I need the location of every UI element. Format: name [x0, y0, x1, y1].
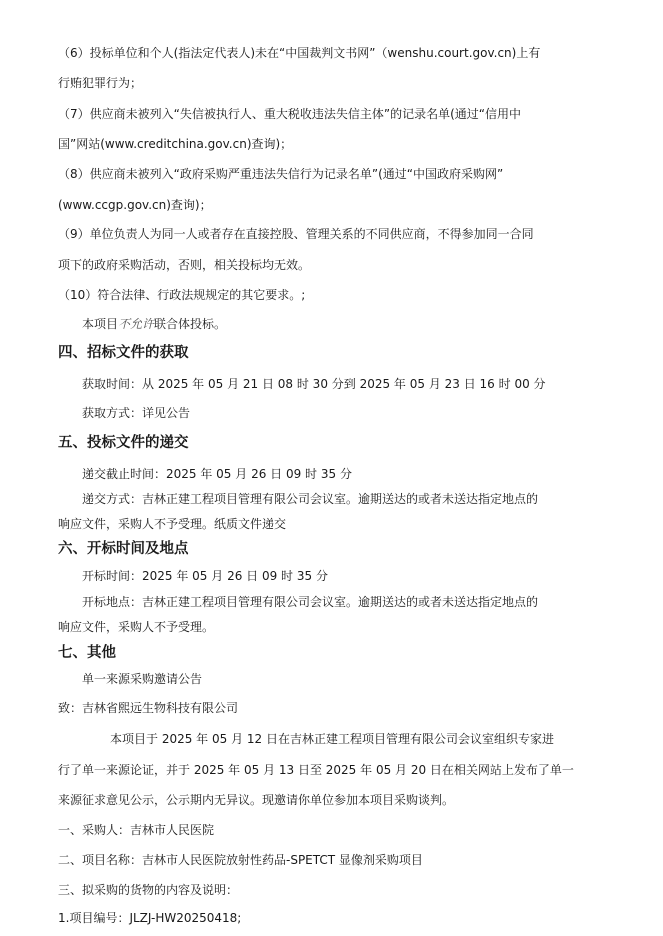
opening-place-line1: 开标地点：吉林正建工程项目管理有限公司会议室。逾期送达的或者未送达指定地点的 [82, 595, 539, 609]
requirement-6-line1: （6）投标单位和个人(指法定代表人)未在“中国裁判文书网”（wenshu.court.gov.cn)上有 [58, 46, 541, 60]
section-4-heading: 四、招标文件的获取 [58, 345, 189, 361]
acquire-time: 获取时间：从 2025 年 05 月 21 日 08 时 30 分到 2025 年 05 月 23 日 16 时 00 分 [82, 377, 546, 391]
opening-place-line2: 响应文件，采购人不予受理。 [58, 620, 215, 634]
consortium-value: 不允许 [118, 317, 155, 331]
project-number: 1.项目编号：JLZJ-HW20250418; [58, 911, 242, 925]
notice-title: 单一来源采购邀请公告 [82, 672, 203, 686]
goods-description: 三、拟采购的货物的内容及说明： [58, 883, 239, 897]
submit-deadline: 递交截止时间：2025 年 05 月 26 日 09 时 35 分 [82, 467, 352, 481]
consortium-line [82, 316, 226, 332]
project-name: 二、项目名称：吉林市人民医院放射性药品-SPETCT 显像剂采购项目 [58, 853, 423, 867]
submit-method-line1: 递交方式：吉林正建工程项目管理有限公司会议室。逾期送达的或者未送达指定地点的 [82, 492, 539, 506]
notice-paragraph-line1: 本项目于 2025 年 05 月 12 日在吉林正建工程项目管理有限公司会议室组织专家进 [110, 732, 554, 746]
section-6-heading: 六、开标时间及地点 [58, 541, 189, 557]
opening-time: 开标时间：2025 年 05 月 26 日 09 时 35 分 [82, 569, 328, 583]
consortium-suffix: 联合体投标。 [154, 317, 227, 331]
addressee: 致：吉林省熙远生物科技有限公司 [58, 701, 239, 715]
requirement-9-line1: （9）单位负责人为同一人或者存在直接控股、管理关系的不同供应商，不得参加同一合同 [58, 227, 534, 241]
purchaser: 一、采购人：吉林市人民医院 [58, 823, 215, 837]
consortium-prefix: 本项目 [82, 317, 119, 331]
acquire-method: 获取方式：详见公告 [82, 406, 191, 420]
section-7-heading: 七、其他 [58, 645, 116, 661]
section-5-heading: 五、投标文件的递交 [58, 435, 189, 451]
notice-paragraph-line3: 来源征求意见公示，公示期内无异议。现邀请你单位参加本项目采购谈判。 [58, 793, 455, 807]
requirement-8-line2: (www.ccgp.gov.cn)查询)； [58, 198, 212, 212]
requirement-7-line1: （7）供应商未被列入“失信被执行人、重大税收违法失信主体”的记录名单(通过“信用中 [58, 107, 521, 121]
requirement-6-line2: 行贿犯罪行为； [58, 76, 143, 90]
submit-method-line2: 响应文件，采购人不予受理。纸质文件递交 [58, 517, 287, 531]
requirement-10: （10）符合法律、行政法规规定的其它要求。; [58, 288, 306, 302]
notice-paragraph-line2: 行了单一来源论证，并于 2025 年 05 月 13 日至 2025 年 05 月 20 日在相关网站上发布了单一 [58, 763, 574, 777]
requirement-9-line2: 项下的政府采购活动，否则，相关投标均无效。 [58, 258, 311, 272]
requirement-8-line1: （8）供应商未被列入“政府采购严重违法失信行为记录名单”(通过“中国政府采购网” [58, 167, 504, 181]
requirement-7-line2: 国”网站(www.creditchina.gov.cn)查询)； [58, 137, 293, 151]
